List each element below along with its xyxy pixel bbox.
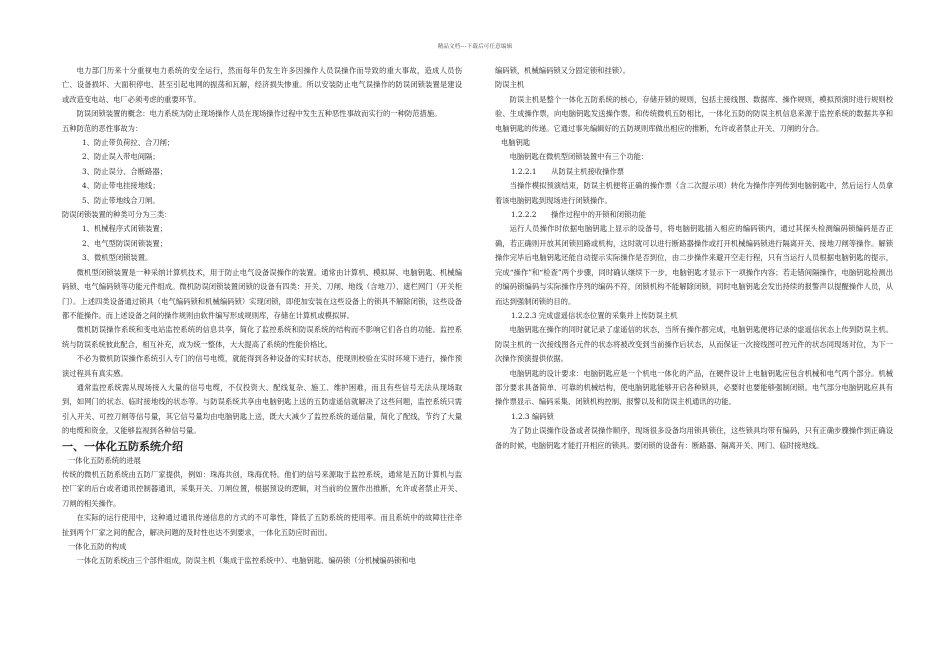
paragraph: 运行人员操作时依据电脑钥匙上显示的设备号，将电脑钥匙插入相应的编码锁内，通过其探头检测编码锁编码是否正确，若正确则开放其闭锁回路或机构，这时就可以进行断路器操作或打开机械编码锁进行隔离开关、接地刀闸等操作。解锁操作完毕后电脑钥匙还能自动提示实际操作是否到位，由二步操作来避开空走行程，只有当运行人员根据电脑钥匙的提示，完成“操作”和“检查”两个步骤，同时确认继续下一步，电脑钥匙才显示下一项操作内容；若走错间隔操作，电脑钥匙检测出的编码锁编码与实际操作序列的编码不符，闭锁机构不能解除闭锁，同时电脑钥匙会发出持续的报警声以提醒操作人员，从而达到强制闭锁的目的。 — [495, 224, 893, 306]
paragraph: 五种防范的恶性事故为： — [62, 123, 143, 133]
paragraph: 防误闭锁装置的种类可分为三类： — [62, 210, 172, 220]
list-item: 2、防止误入带电间隔； — [82, 152, 160, 162]
paragraph: 微机防误操作系统和变电站监控系统的信息共享，简化了监控系统和防误系统的结构而不影响它们各自的功能。监控系统与防误系统彼此配合，相互补充，成为统一整体，大大提高了系统的性能价格比。 — [62, 325, 462, 349]
list-item: 1、机械程序式闭锁装置； — [82, 224, 167, 234]
paragraph: 电脑钥匙在微机型闭锁装置中有三个功能： — [509, 152, 649, 162]
paragraph: 通常监控系统需从现场接入大量的信号电缆，不仅投资大、配线复杂、施工、维护困难，而且有些信号无法从现场取到，如网门的状态、临时接地线的状态等。与防误系统共享由电脑钥匙上送的五防虚遥信就解决了这些问题，监控系统只需引入开关、可控刀闸等信号量，其它信号量均由电脑钥匙上送，既大大减少了监控系统的遥信量，简化了配线，节约了大量的电缆和资金，又能够监视到各种信号量。 — [62, 382, 462, 436]
list-item: 2、电气型防误闭锁装置； — [82, 238, 167, 248]
list-item: 4、防止带电挂接地线； — [82, 181, 160, 191]
paragraph: 电力部门历来十分重视电力系统的安全运行，然而每年仍发生许多因操作人员误操作而导致的重大事故，造成人员伤亡、设备损坏、大面积停电、甚至引起电网的振荡和瓦解，经济损失惨重。所以安装防止电气误操作的防误闭锁装置是建设或改造变电站、电厂必须考虑的重要环节。 — [62, 66, 462, 104]
paragraph: 当操作模拟预演结束，防误主机便将正确的操作票（含二次提示项）转化为操作序列传到电脑钥匙中，然后运行人员拿着该电脑钥匙到现场进行闭锁操作。 — [495, 181, 893, 205]
numbered-heading: 1.2.2.1 从防误主机接收操作票 — [511, 166, 625, 176]
paragraph: 电脑钥匙在操作的同时就记录了虚遥信的状态，当所有操作都完成，电脑钥匙便将记录的虚遥信状态上传到防误主机。防误主机的一次接线图各元件的状态将被改变到当前操作后状态，从而保证一次接线图可控元件的状态同现场对位，为下一次操作预演提供依据。 — [495, 325, 893, 364]
right-column — [495, 64, 893, 453]
paragraph: 传统的微机五防系统由五防厂家提供，例如：珠海共创，珠海优特。他们的信号来源取于监控系统，通常是五防计算机与监控厂家的后台或者通讯控制器通讯，采集开关、刀闸位置，根据预设的逻辑，对当前的位置作出推断，允许或者禁止开关、刀闸的相关操作。 — [62, 469, 462, 508]
paragraph: 微机型闭锁装置是一种采纳计算机技术，用于防止电气设备误操作的装置。通常由计算机、模拟屏、电脑钥匙、机械编码锁、电气编码锁等功能元件组成。微机防误闭锁装置闭锁的设备有四类：开关、刀闸、地线（含地刀）、遮栏网门（开关柜门）。上述四类设备通过锁具（电气编码锁和机械编码锁）实现闭锁，即使加安装在这些设备上的锁具不解除闭锁，这些设备都不能操作。而上述设备之间的操作规则由软件编写形成规则库，存储在计算机或模拟屏。 — [62, 267, 462, 320]
page-header: 精品文档---下载后可任意编辑 — [437, 44, 513, 50]
list-item: 3、微机型闭锁装置。 — [82, 253, 153, 263]
left-column — [62, 64, 462, 569]
numbered-heading: 1.2.3 编码锁 — [511, 411, 554, 421]
numbered-heading: 1.2.2.2 操作过程中的开锁和闭锁功能 — [511, 210, 646, 220]
subsection-heading: 电脑钥匙 — [501, 138, 531, 148]
paragraph: 为了防止误操作设备或者误操作顺序，现场很多设备均用锁具锁住，这些锁具均带有编码，只有正确步骤操作到正确设备的时候，电脑钥匙才能打开相应的锁具。要闭锁的设备有：断路器、隔离开关、网门、临时接地线。 — [495, 426, 893, 450]
paragraph: 电脑钥匙的设计要求：电脑钥匙应是一个机电一体化的产品，在硬件设计上电脑钥匙应包含机械和电气两个部分。机械部分要求具备简单、可靠的机械结构，使电脑钥匙能够开启各种锁具，必要时也要能够强制闭锁。电气部分电脑钥匙应具有操作票显示、编码采集、闭锁机构控制、报警以及和防误主机通讯的功能。 — [495, 368, 893, 407]
paragraph: 编码锁，机械编码锁又分固定锁和挂锁）。 — [495, 66, 630, 75]
paragraph: 一体化五防系统由三个部件组成，防误主机（集成于监控系统中）、电脑钥匙、编码锁（分机械编码锁和电 — [76, 556, 416, 566]
paragraph: 防误闭锁装置的概念：电力系统为防止现场操作人员在现场操作过程中发生五种恶性事故而实行的一种防范措施。 — [76, 109, 442, 119]
numbered-heading: 1.2.2.3 完成虚遥信状态位置的采集并上传防误主机 — [511, 310, 678, 320]
list-item: 3、防止误分、合断路器； — [82, 166, 167, 176]
paragraph: 不必为微机防误操作系统引入专门的信号电缆，就能得到各种设备的实时状态，使现则校验在实时环境下进行，操作预演过程具有真实感。 — [62, 354, 462, 378]
paragraph: 防误主机是整个一体化五防系统的核心，存储开锁的规则，包括主接线图、数据库、操作规则，模拟预演时进行规则校验、生成操作票，向电脑钥匙发送操作票。和传统微机五防相比，一体化五防的防误主机信息来源于监控系统的数据共享和电脑钥匙的传递。它通过事先编辑好的五防规则库做出相应的推断，允许或者禁止开关、刀闸的分合。 — [495, 94, 893, 133]
subsection-heading: 一体化五防的构成 — [68, 542, 127, 551]
subsection-heading: 一体化五防系统的进展 — [68, 455, 141, 465]
section-heading: 一、一体化五防系统介绍 — [62, 439, 183, 453]
list-item: 5、防止带地线合刀闸。 — [82, 195, 160, 205]
paragraph: 在实际的运行使用中，这种通过通讯传递信息的方式的不可靠性，降低了五防系统的使用率。而且系统中的故障往往牵扯到两个厂家之间的配合，解决问题的及时性也达不到要求，一体化五防应时而出。 — [62, 513, 462, 537]
list-item: 1、防止带负荷拉、合刀闸； — [82, 138, 175, 148]
subsection-heading: 防误主机 — [495, 80, 525, 90]
